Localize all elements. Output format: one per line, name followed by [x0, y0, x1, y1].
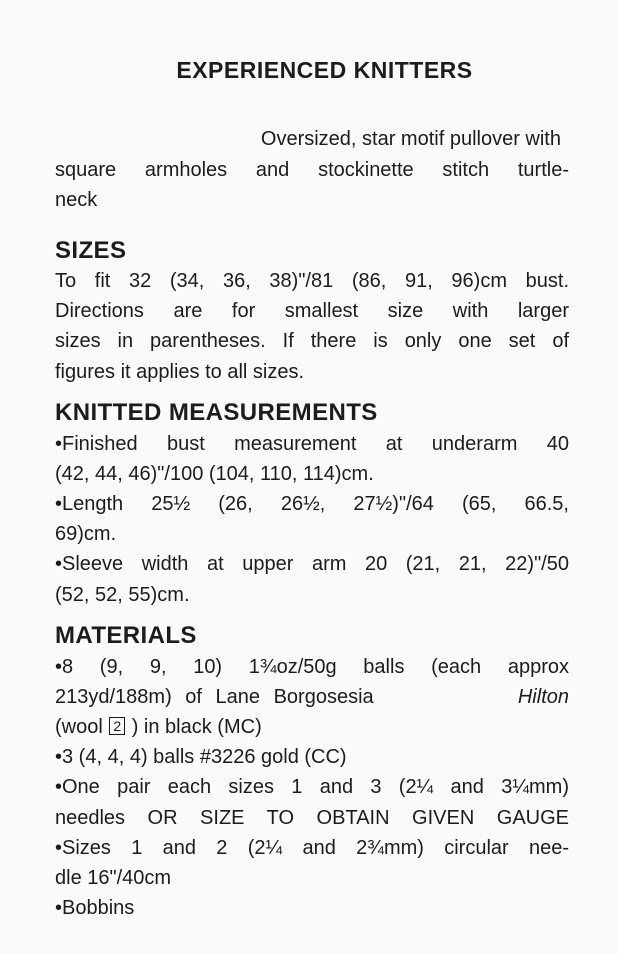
sizes-line: To fit 32 (34, 36, 38)"/81 (86, 91, 96)cm bust. [55, 270, 569, 292]
materials-text: (wool [55, 716, 103, 738]
sizes-heading: SIZES [55, 237, 127, 264]
sizes-line: sizes in parentheses. If there is only one set of [55, 330, 569, 352]
measurement-line: •Finished bust measurement at underarm 40 [55, 433, 569, 455]
materials-heading: MATERIALS [55, 622, 197, 649]
materials-text: ) in black (MC) [131, 716, 262, 738]
intro-line-1: Oversized, star motif pullover with [260, 128, 561, 150]
materials-line: •One pair each sizes 1 and 3 (2¼ and 3¼mm) [55, 776, 569, 798]
materials-line: •Bobbins [55, 897, 135, 919]
materials-line: •3 (4, 4, 4) balls #3226 gold (CC) [55, 746, 347, 768]
measurement-line: •Sleeve width at upper arm 20 (21, 21, 22)"/50 [55, 553, 569, 575]
measurement-line: (42, 44, 46)"/100 (104, 110, 114)cm. [55, 463, 374, 485]
measurements-heading: KNITTED MEASUREMENTS [55, 399, 378, 426]
materials-line: •8 (9, 9, 10) 1¾oz/50g balls (each approx [55, 656, 569, 678]
intro-line-2: square armholes and stockinette stitch turtle- [55, 159, 569, 181]
materials-line [55, 712, 569, 742]
page-title: EXPERIENCED KNITTERS [176, 57, 473, 83]
materials-text: 213yd/188m) of Lane Borgosesia [55, 686, 374, 708]
yarn-weight-symbol: 2 [109, 717, 125, 735]
materials-line [55, 682, 569, 712]
sizes-line: figures it applies to all sizes. [55, 361, 305, 383]
measurement-line: 69)cm. [55, 523, 117, 545]
materials-line: needles OR SIZE TO OBTAIN GIVEN GAUGE [55, 807, 569, 829]
yarn-name: Hilton [517, 686, 569, 708]
measurement-line: •Length 25½ (26, 26½, 27½)"/64 (65, 66.5, [55, 493, 569, 515]
materials-line: •Sizes 1 and 2 (2¼ and 2¾mm) circular nee- [55, 837, 569, 859]
materials-line: dle 16"/40cm [55, 867, 172, 889]
measurement-line: (52, 52, 55)cm. [55, 584, 190, 606]
intro-line-3: neck [55, 189, 98, 211]
sizes-line: Directions are for smallest size with larger [55, 300, 569, 322]
